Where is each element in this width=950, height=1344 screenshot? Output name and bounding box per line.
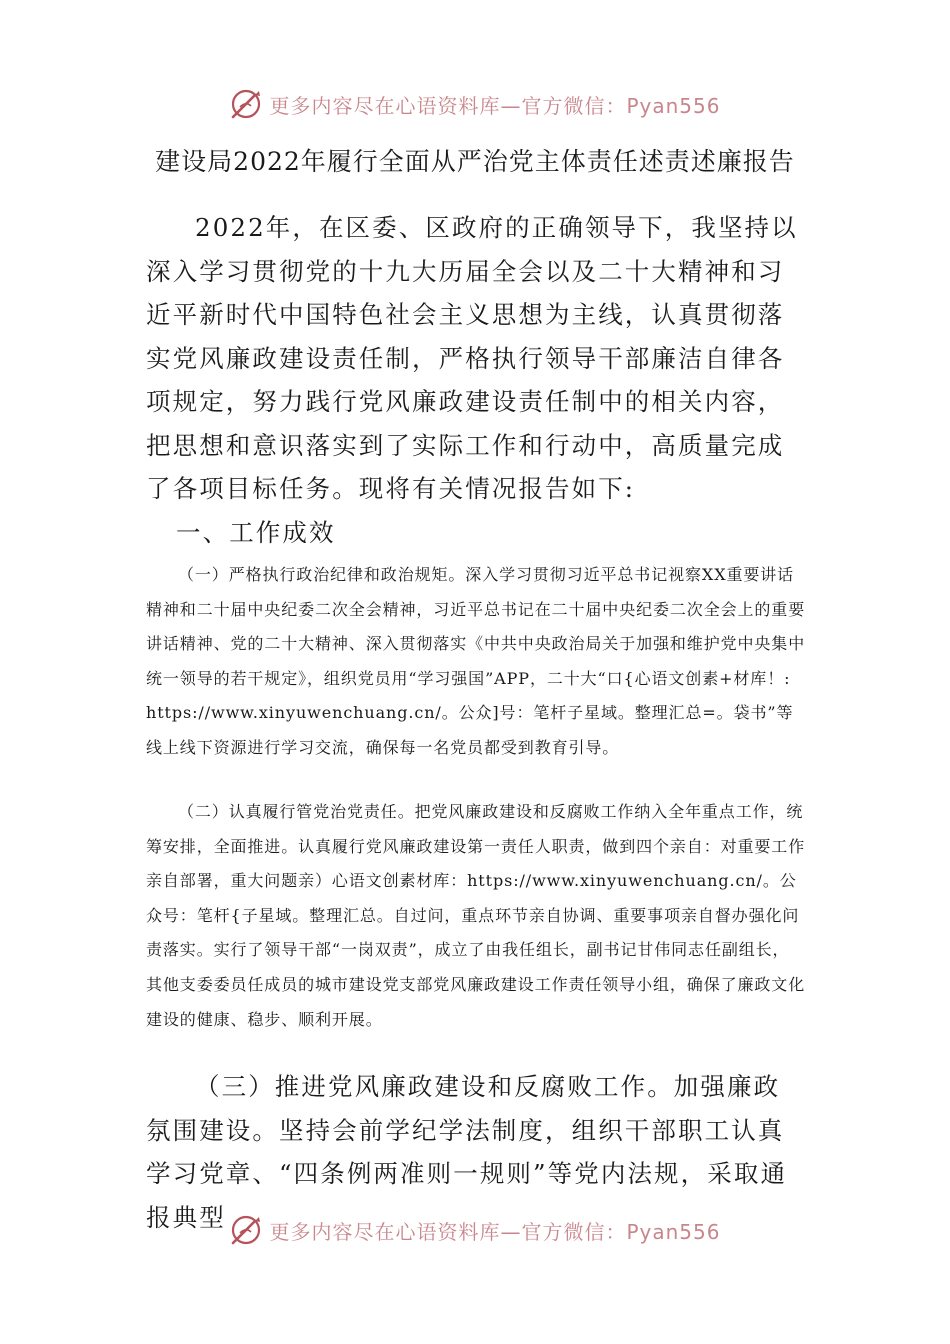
paragraph-3: （三）推进党风廉政建设和反腐败工作。加强廉政氛围建设。坚持会前学纪学法制度，组织干部职工认真学习党章、“四条例两准则一规则”等党内法规，采取通报典型: [146, 1072, 788, 1232]
paragraph-2: （二）认真履行管党治党责任。把党风廉政建设和反腐败工作纳入全年重点工作，统筹安排，全面推进。认真履行党风廉政建设第一责任人职责，做到四个亲自：对重要工作亲自部署，重大问题亲）心语文创素材库：https://www.xinyuwenchuang.cn/。公众号：笔杆{子星域。整理汇总。自过问，重点环节亲自协调、重要事项亲自督办强化问责落实。实行了领导干部“一岗双责”，成立了由我任组长，副书记甘伟同志任副组长，其他支委委员任成员的城市建设党支部党风廉政建设工作责任领导小组，确保了廉政文化建设的健康、稳步、顺利开展。: [146, 802, 806, 1029]
watermark-text: 更多内容尽在心语资料库—官方微信：Pyan556: [269, 93, 721, 118]
watermark-header: [0, 84, 950, 124]
watermark-footer: [0, 1210, 950, 1250]
pen-logo-icon: [229, 1213, 263, 1247]
paragraph-1: （一）严格执行政治纪律和政治规矩。深入学习贯彻习近平总书记视察XX重要讲话精神和二十届中央纪委二次全会精神，习近平总书记在二十届中央纪委二次全会上的重要讲话精神、党的二十大精神、深入贯彻落实《中共中央政治局关于加强和维护党中央集中统一领导的若干规定》，组织党员用“学习强国”APP，二十大“口{心语文创素+材库！: https://www.xinyuwenchuang.cn/。公众]号：笔杆子星域。整理汇总=。袋书”等线上线下资源进行学习交流，确保每一名党员都受到教育引导。: [146, 565, 806, 757]
pen-logo-icon: [229, 87, 263, 121]
watermark-text: 更多内容尽在心语资料库—官方微信：Pyan556: [269, 1219, 721, 1244]
document-title: 建设局2022年履行全面从严治党主体责任述责述廉报告: [155, 147, 795, 176]
section-heading-1: 一、工作成效: [176, 518, 336, 547]
intro-paragraph: 2022年，在区委、区政府的正确领导下，我坚持以深入学习贯彻党的十九大历届全会以及二十大精神和习近平新时代中国特色社会主义思想为主线，认真贯彻落实党风廉政建设责任制，严格执行领导干部廉洁自律各项规定，努力践行党风廉政建设责任制中的相关内容，把思想和意识落实到了实际工作和行动中，高质量完成了各项目标任务。现将有关情况报告如下:: [146, 213, 798, 503]
